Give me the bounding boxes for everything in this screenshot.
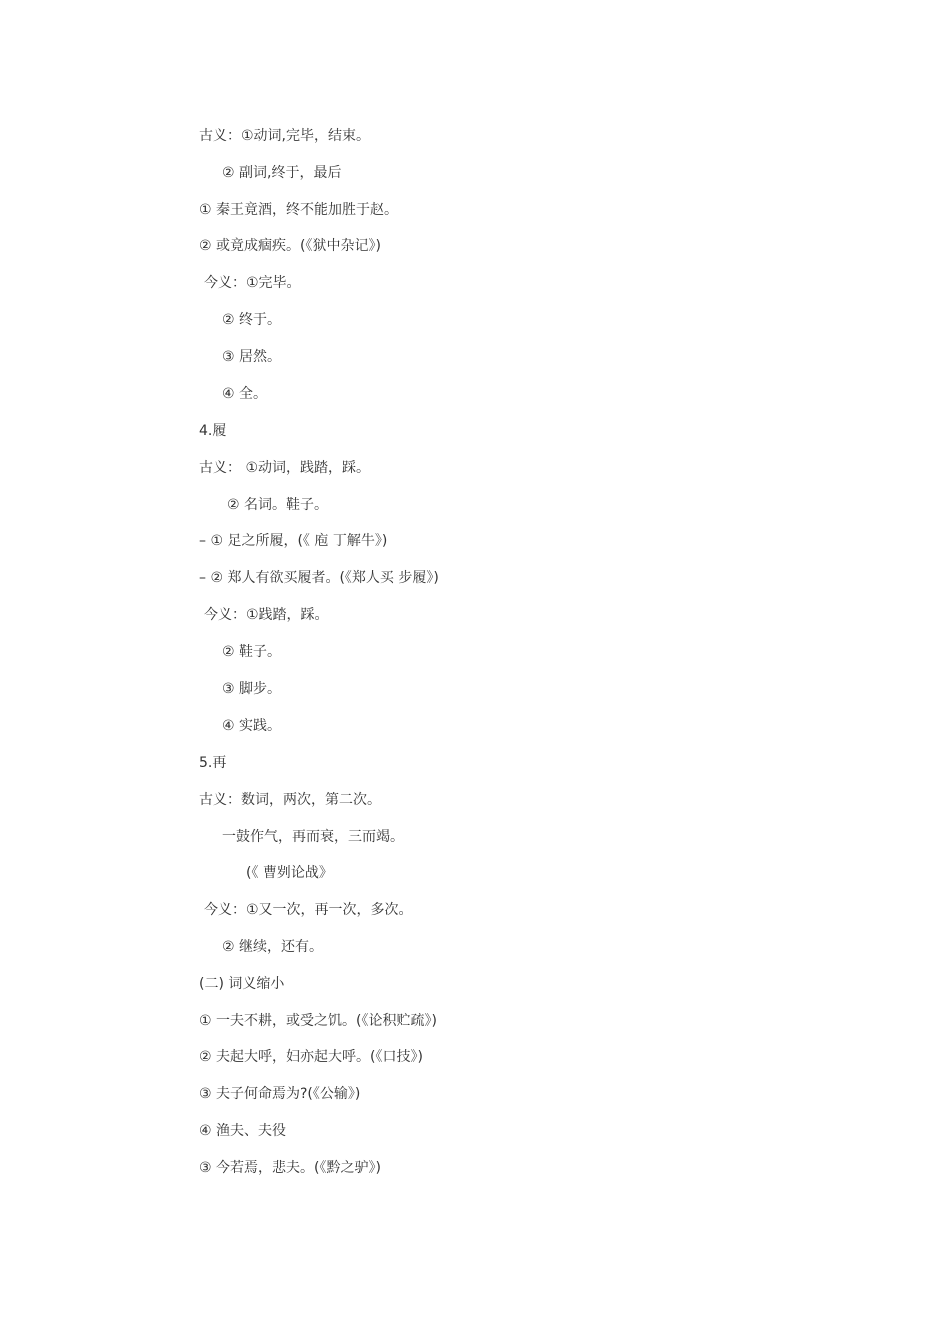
text-line: ③ 今若焉，悲夫。(《黔之驴》) <box>199 1160 381 1176</box>
text-line: ③ 夫子何命焉为?(《公输》) <box>199 1086 361 1102</box>
section-heading: 4.履 <box>199 423 227 439</box>
text-line: 古义： ①动词，践踏，踩。 <box>199 460 371 476</box>
text-line: 今义：①又一次，再一次，多次。 <box>204 902 413 918</box>
text-line: ② 鞋子。 <box>222 644 282 660</box>
text-line: ② 夫起大呼，妇亦起大呼。(《口技》) <box>199 1049 423 1065</box>
text-line: 古义：①动词,完毕，结束。 <box>199 128 371 144</box>
text-line: 今义：①践踏，踩。 <box>204 607 329 623</box>
text-line: ① 一夫不耕，或受之饥。(《论积贮疏》) <box>199 1013 437 1029</box>
text-line: ③ 脚步。 <box>222 681 282 697</box>
text-line: 古义：数词，两次，第二次。 <box>199 792 381 808</box>
text-line: ④ 实践。 <box>222 718 282 734</box>
text-line: (《 曹刿论战》 <box>246 865 333 881</box>
text-line: ④ 渔夫、夫役 <box>199 1123 287 1139</box>
text-line: ② 终于。 <box>222 312 282 328</box>
text-line: 今义：①完毕。 <box>204 275 301 291</box>
text-line: ② 副词,终于，最后 <box>222 165 342 181</box>
text-line: – ① 足之所履，(《 庖 丁解牛》) <box>199 533 388 549</box>
text-line: ② 继续，还有。 <box>222 939 324 955</box>
section-heading: (二) 词义缩小 <box>199 976 285 992</box>
text-line: ④ 全。 <box>222 386 268 402</box>
section-heading: 5.再 <box>199 755 227 771</box>
text-line: 一鼓作气，再而衰，三而竭。 <box>222 829 404 845</box>
text-line: ② 或竟成痼疾。(《狱中杂记》) <box>199 238 381 254</box>
text-line: ② 名词。鞋子。 <box>227 497 329 513</box>
text-line: ① 秦王竟酒，终不能加胜于赵。 <box>199 202 399 218</box>
text-line: ③ 居然。 <box>222 349 282 365</box>
text-line: – ② 郑人有欲买履者。(《郑人买 步履》) <box>199 570 439 586</box>
